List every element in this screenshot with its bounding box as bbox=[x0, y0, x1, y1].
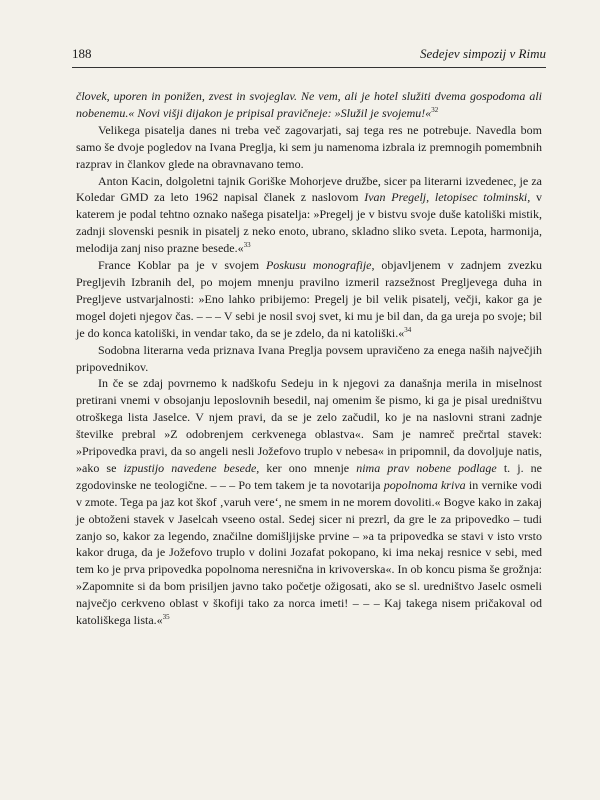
running-header bbox=[72, 46, 546, 62]
running-title: Sedejev simpozij v Rimu bbox=[420, 46, 546, 61]
p6-italic-f: popolnoma kriva bbox=[383, 477, 466, 492]
p6-text-c: ker ono mnenje bbox=[259, 460, 357, 475]
p4-text-c: objavljenem v zadnjem zvezku Pregljevih Izbranih del, po mojem mnenju pravilno izmeril razsežnost Pregljevega duha in Pregljeve ustvarjalnosti: »Eno lahko pribijemo: Pregelj je bil velik pisatelj, večji, kakor ga je mogel dojeti njegov čas. – – – V sebi je nosil svoj svet, ki mu je bil dan, da ga ureja po svoje; bil je do konca katoliški, in vendar tako, da se je zdelo, da ni katoliški.« bbox=[76, 258, 542, 340]
paragraph-2: Velikega pisatelja danes ni treba več zagovarjati, saj tega res ne potrebuje. Navedla bom samo še dvoje pogledov na Ivana Preglja, ki sem ju namenoma izbrala iz premnogih pomembnih razprav in člankov glede na obravnavano temo. bbox=[76, 122, 542, 171]
page-number: 188 bbox=[72, 46, 92, 61]
p3-text-a: Anton Kacin, dolgoletni tajnik Goriške Mohorjeve družbe, sicer pa literarni izvedenec, je za Koledar GMD za leto 1962 napisal članek z naslovom bbox=[76, 173, 542, 205]
header-rule bbox=[72, 67, 546, 68]
footnote-ref-33: 33 bbox=[243, 241, 251, 250]
p3-article-title: Ivan Pregelj, letopisec tolminski, bbox=[364, 190, 531, 205]
p3-text-c: v katerem je podal tehtno oznako našega pisatelja: »Pregelj je v bistvu svoje duše katoliški mistik, zadnji slovenski pesnik in pisatelj z neko enoto, ubrano, skladno sliko sveta. Lepota, harmonija, melodija zanj niso prazne besede.« bbox=[76, 190, 542, 256]
p6-text-a: In če se zdaj povrnemo k nadškofu Sedeju in k njegovi za današnja merila in miselnost pretirani vnemi v obsojanju leposlovnih besedil, naj omenim še pismo, ki ga je pisal uredništvu otroškega lista Jaselce. V njem pravi, da se je zelo začudil, ko je na naslovni strani zadnje številke prebral »Z odobrenjem cerkvenega oblastva«. Sam je namreč prečrtal stavek: »Pripovedka pravi, da so angeli nesli Jožefovo truplo v nebesa« in pripomnil, da dovoljuje natis, »ako se bbox=[76, 376, 542, 475]
paragraph-4 bbox=[76, 257, 542, 342]
paragraph-6 bbox=[76, 375, 542, 629]
p6-text-e: t. j. ne zgodovinske ne teologične. – – – Po tem takem je ta novotarija bbox=[76, 460, 542, 492]
body-text bbox=[76, 88, 542, 629]
footnote-ref-34: 34 bbox=[404, 325, 412, 334]
p6-text-g: in vernike vodi v zmote. Tega pa jaz kot škof ‚varuh vere‘, ne smem in ne morem dovoliti.« Bogve kako in zakaj je obtoženi stavek v Jaselcah vseeno ostal. Sedej sicer ni prezrl, da gre le za pripovedko – tudi zanjo so, kakor za legendo, značilne domišljijske prvine – »a ta pripovedka se stavi v isto vrsto kakor druga, da je Jožefovo truplo v dolini Jozafat pokopano, ki ima nekaj resnice v sebi, med tem ko je prva pripovedka popolnoma neresnična in krivoverska«. In ob koncu pisma še grožnja: »Zapomnite si da bom prisiljen javno tako početje ožigosati, ako se sl. uredništvo Jaselc osmeli največjo cerkveno oblast v škofiji tako za norca imeti! – – – Kaj takega nisem pričakoval od katoliškega lista.« bbox=[76, 477, 543, 628]
p4-work-title: Poskusu monografije, bbox=[265, 258, 375, 273]
paragraph-5: Sodobna literarna veda priznava Ivana Preglja povsem upravičeno za enega naših največjih pripovednikov. bbox=[76, 342, 542, 374]
footnote-ref-35: 35 bbox=[162, 613, 170, 622]
p6-italic-d: nima prav nobene podlage bbox=[356, 460, 497, 475]
footnote-ref-32: 32 bbox=[431, 105, 439, 114]
paragraph-3 bbox=[76, 173, 542, 258]
paragraph-1 bbox=[76, 88, 542, 122]
continued-quote: človek, uporen in ponižen, zvest in svojeglav. Ne vem, ali je hotel služiti dvema gospodoma ali nobenemu.« Novi višji dijakon je pripisal pravičneje: »Služil je svojemu!« bbox=[76, 89, 542, 120]
p4-text-a: France Koblar pa je v svojem bbox=[98, 258, 266, 273]
p6-italic-b: izpustijo navedene besede, bbox=[123, 460, 260, 475]
